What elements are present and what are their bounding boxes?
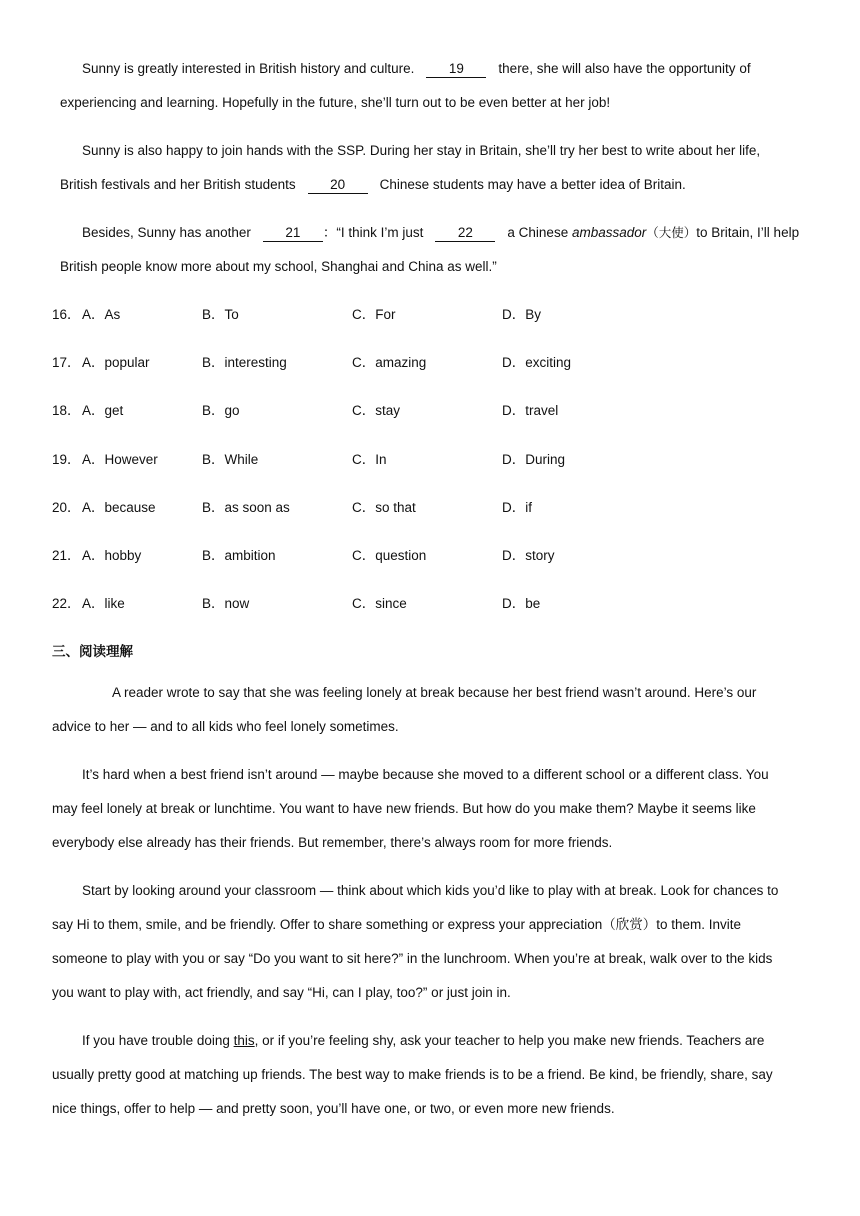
option-b[interactable]: B．now [202, 596, 250, 611]
option-c[interactable]: C．question [352, 548, 427, 563]
option-d[interactable]: D．travel [502, 403, 559, 418]
option-b[interactable]: B．ambition [202, 548, 276, 563]
text: Chinese students may have a better idea of Britain. [379, 177, 686, 192]
option-b[interactable]: B．To [202, 307, 239, 322]
option-a[interactable]: A．As [82, 307, 121, 322]
text: usually pretty good at matching up friends. The best way to make friends is to be a friend. Be kind, be friendly, share, say [52, 1067, 773, 1082]
passage-a-paragraph-1 [52, 52, 812, 120]
option-d[interactable]: D．By [502, 307, 542, 322]
blank-21: 21 [263, 225, 323, 242]
gloss: （大使） [646, 225, 697, 240]
question-number: 18． [52, 403, 81, 418]
passage-b-paragraph-3 [52, 874, 812, 1010]
question-number: 21． [52, 548, 81, 563]
option-c[interactable]: C．so that [352, 500, 416, 515]
text: Sunny is also happy to join hands with the SSP. During her stay in Britain, she’ll try her best to write about her life, [82, 143, 761, 158]
option-b[interactable]: B．as soon as [202, 500, 290, 515]
section-title: 三、阅读理解 [52, 644, 133, 660]
option-a[interactable]: A．because [82, 500, 156, 515]
blank-19: 19 [426, 61, 486, 78]
text: Start by looking around your classroom — think about which kids you’d like to play with at break. Look for chances to [82, 883, 779, 898]
option-d[interactable]: D．During [502, 452, 566, 467]
question-number: 19． [52, 452, 81, 467]
option-b[interactable]: B．interesting [202, 355, 287, 370]
option-d[interactable]: D．if [502, 500, 532, 515]
text: someone to play with you or say “Do you want to sit here?” in the lunchroom. When you’re at break, walk over to the kids [52, 951, 773, 966]
text: Besides, Sunny has another [82, 225, 251, 240]
option-c[interactable]: C．In [352, 452, 387, 467]
option-a[interactable]: A．hobby [82, 548, 142, 563]
question-number: 20． [52, 500, 81, 515]
text: ：“I think I’m just [322, 225, 424, 240]
question-number: 17． [52, 355, 81, 370]
text: everybody else already has their friends. But remember, there’s always room for more friends. [52, 835, 613, 850]
text: It’s hard when a best friend isn’t around — maybe because she moved to a different school or a different class. You [82, 767, 769, 782]
option-a[interactable]: A．popular [82, 355, 150, 370]
text: , or if you’re feeling shy, ask your teacher to help you make new friends. Teachers are [254, 1033, 765, 1048]
text: there, she will also have the opportunity of [498, 61, 751, 76]
option-d[interactable]: D．story [502, 548, 555, 563]
option-a[interactable]: A．get [82, 403, 124, 418]
text: a Chinese [507, 225, 569, 240]
option-d[interactable]: D．be [502, 596, 541, 611]
text: to Britain, I’ll help [696, 225, 800, 240]
text: If you have trouble doing [82, 1033, 230, 1048]
passage-a-paragraph-2 [52, 134, 812, 202]
text: British festivals and her British students [60, 177, 296, 192]
text: may feel lonely at break or lunchtime. You want to have new friends. But how do you make them? Maybe it seems like [52, 801, 756, 816]
option-b[interactable]: B．While [202, 452, 259, 467]
passage-b-paragraph-1 [52, 676, 812, 744]
question-number: 16． [52, 307, 81, 322]
text: Sunny is greatly interested in British history and culture. [82, 61, 415, 76]
text: nice things, offer to help — and pretty soon, you’ll have one, or two, or even more new friends. [52, 1101, 615, 1116]
text: British people know more about my school, Shanghai and China as well.” [60, 259, 497, 274]
option-b[interactable]: B．go [202, 403, 240, 418]
text: experiencing and learning. Hopefully in the future, she’ll turn out to be even better at her job! [60, 95, 611, 110]
text: you want to play with, act friendly, and say “Hi, can I play, too?” or just join in. [52, 985, 511, 1000]
blank-20: 20 [308, 177, 368, 194]
text: say Hi to them, smile, and be friendly. Offer to share something or express your appreciation（欣赏）to them. Invite [52, 917, 742, 932]
option-c[interactable]: C．amazing [352, 355, 427, 370]
emphasized-word: ambassador [571, 225, 647, 240]
underlined-word: this [233, 1033, 255, 1048]
option-c[interactable]: C．since [352, 596, 407, 611]
option-c[interactable]: C．For [352, 307, 396, 322]
question-number: 22． [52, 596, 81, 611]
option-d[interactable]: D．exciting [502, 355, 572, 370]
option-a[interactable]: A．like [82, 596, 125, 611]
blank-22: 22 [435, 225, 495, 242]
passage-b-paragraph-2 [52, 758, 812, 860]
passage-b-paragraph-4 [52, 1024, 812, 1126]
option-c[interactable]: C．stay [352, 403, 401, 418]
option-a[interactable]: A．However [82, 452, 158, 467]
passage-a-paragraph-3 [52, 216, 822, 284]
text: advice to her — and to all kids who feel lonely sometimes. [52, 719, 399, 734]
text: A reader wrote to say that she was feeling lonely at break because her best friend wasn’t around. Here’s our [112, 685, 757, 700]
